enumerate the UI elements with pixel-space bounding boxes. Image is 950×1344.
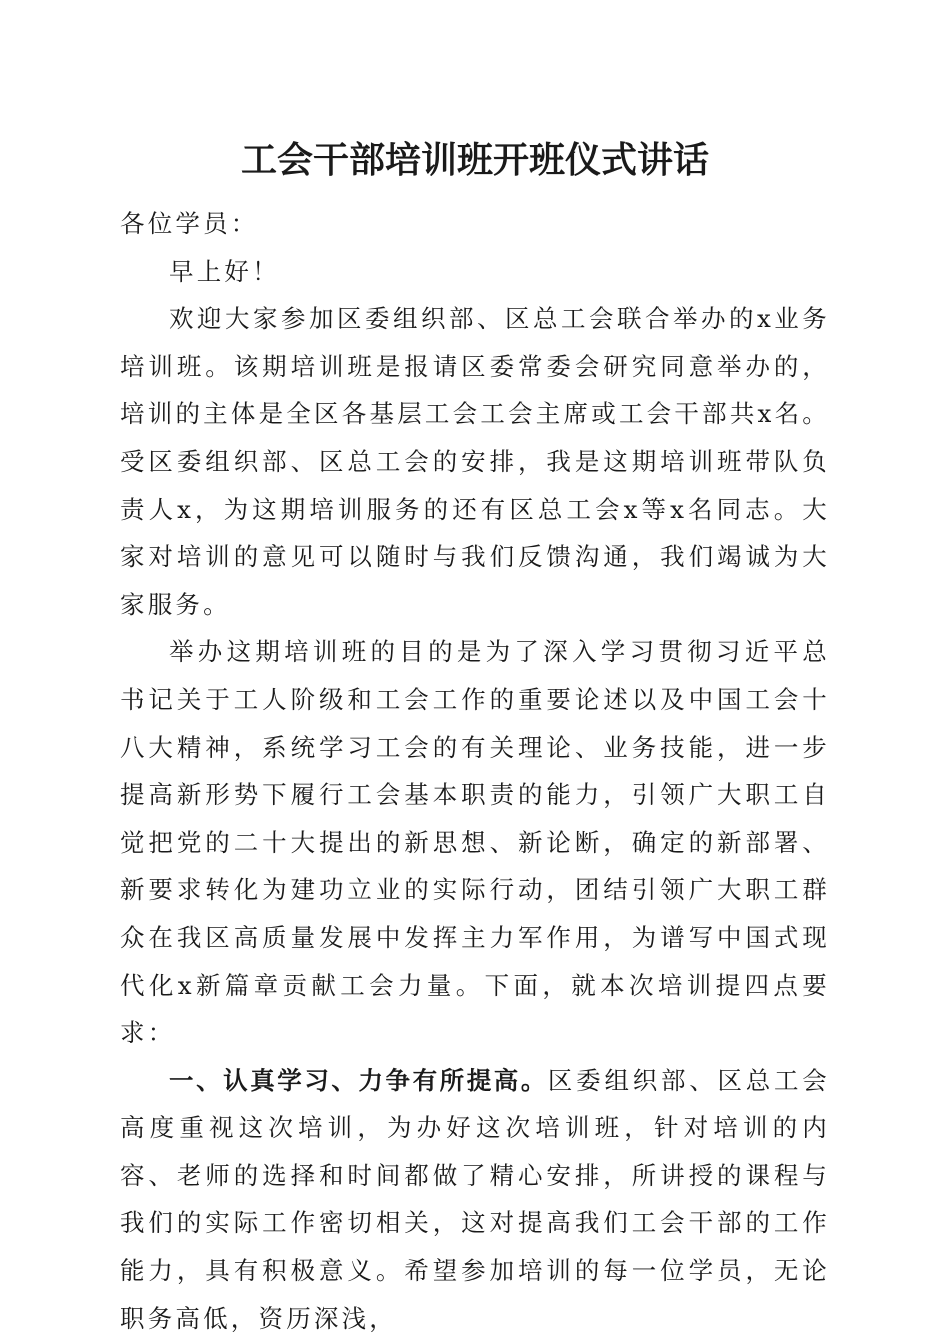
paragraph-point-one <box>120 1057 830 1343</box>
salutation: 各位学员： <box>120 209 259 238</box>
point-one-heading: 一、认真学习、力争有所提高。 <box>169 1065 548 1095</box>
greeting: 早上好！ <box>169 256 280 286</box>
paragraph-purpose: 举办这期培训班的目的是为了深入学习贯彻习近平总书记关于工人阶级和工会工作的重要论述以及中国工会十八大精神，系统学习工会的有关理论、业务技能，进一步提高新形势下履行工会基本职责的能力，引领广大职工自觉把党的二十大提出的新思想、新论断，确定的新部署、新要求转化为建功立业的实际行动，团结引领广大职工群众在我区高质量发展中发挥主力军作用，为谱写中国式现代化x新篇章贡献工会力量。下面，就本次培训提四点要求： <box>120 637 830 1048</box>
document-body <box>120 200 830 1342</box>
document-title: 工会干部培训班开班仪式讲话 <box>240 139 709 181</box>
point-one-text: 区委组织部、区总工会高度重视这次培训，为办好这次培训班，针对培训的内容、老师的选择和时间都做了精心安排，所讲授的课程与我们的实际工作密切相关，这对提高我们工会干部的工作能力，具有积极意义。希望参加培训的每一位学员，无论职务高低，资历深浅， <box>120 1065 831 1333</box>
paragraph-welcome: 欢迎大家参加区委组织部、区总工会联合举办的x业务培训班。该期培训班是报请区委常委会研究同意举办的，培训的主体是全区各基层工会工会主席或工会干部共x名。受区委组织部、区总工会的安排，我是这期培训班带队负责人x，为这期培训服务的还有区总工会x等x名同志。大家对培训的意见可以随时与我们反馈沟通，我们竭诚为大家服务。 <box>120 304 830 619</box>
